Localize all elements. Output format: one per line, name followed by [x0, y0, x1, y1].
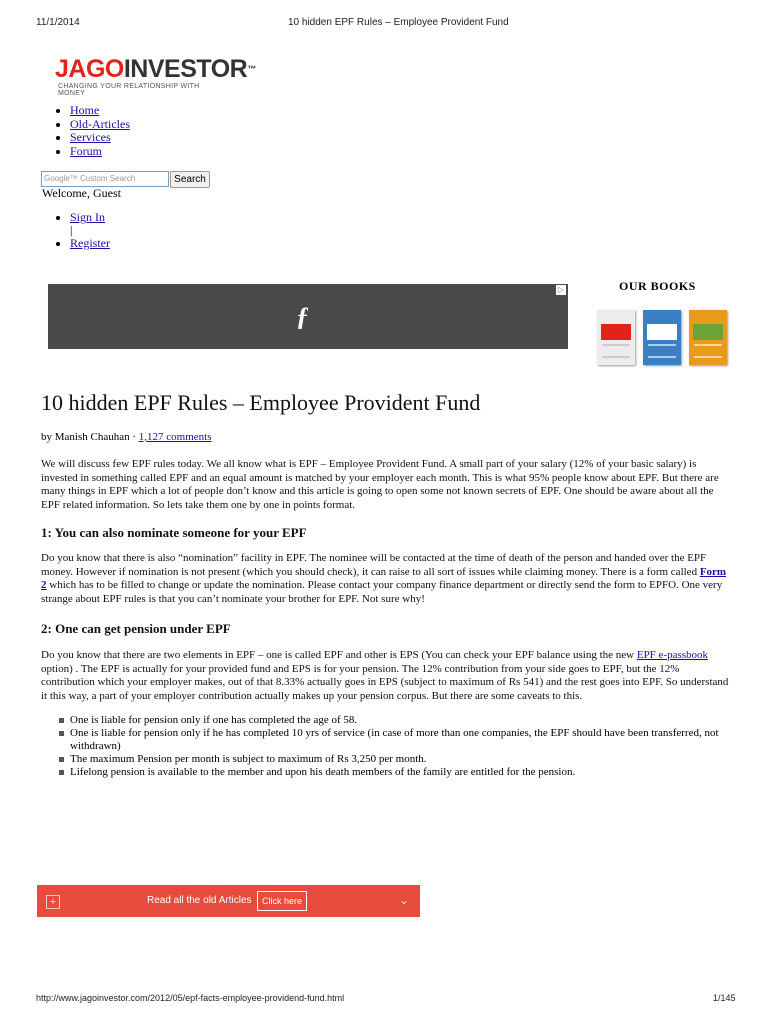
- pension-rules-list: [41, 714, 731, 779]
- adchoices-icon[interactable]: ▷: [557, 285, 565, 294]
- p1-text-after: which has to be filled to change or update the nomination. Please contact your company finance department or directly send the form to EPFO. One very strange about EPF rules is that you can’t nominate your brother for EPF. Not sure why!: [41, 579, 723, 605]
- search-button[interactable]: Search: [170, 171, 210, 188]
- intro-paragraph: We will discuss few EPF rules today. We all know what is EPF – Employee Provident Fund. A small part of your salary (12% of your basic salary) is invested in something called EPF and an equal amount is matched by your employer each month. This is what 95% people know about EPF. But there are many things in EPF which a lot of people don’t know and this article is going to open some not known secrets of EPF. One should be aware about all the EPF related information. So lets take them one by one in points format.: [41, 458, 719, 511]
- register-link[interactable]: Register: [70, 236, 110, 250]
- user-item-sign-in: [70, 211, 110, 224]
- search-input[interactable]: Google™ Custom Search: [41, 171, 169, 187]
- site-logo[interactable]: [55, 55, 256, 97]
- books-heading: OUR BOOKS: [619, 279, 696, 293]
- nav-item-home: [70, 104, 130, 118]
- nav-link-services[interactable]: Services: [70, 130, 111, 144]
- byline: [41, 431, 211, 443]
- list-item: One is liable for pension only if he has completed 10 yrs of service (in case of more than one companies, the EPF should have been transferred, not withdrawn): [41, 727, 731, 753]
- print-page-title: 10 hidden EPF Rules – Employee Provident Fund: [288, 17, 509, 28]
- main-nav: [52, 104, 130, 158]
- p2-text-before: Do you know that there are two elements in EPF – one is called EPF and other is EPS (You can check your EPF balance using the new: [41, 649, 637, 661]
- nav-item-forum: [70, 145, 130, 159]
- section-paragraph-2: [41, 649, 731, 703]
- epf-passbook-link[interactable]: EPF e-passbook: [636, 649, 709, 661]
- plus-icon[interactable]: +: [46, 895, 60, 909]
- book-cover-3[interactable]: [689, 310, 727, 365]
- logo-dark-text: INVESTOR: [123, 55, 248, 83]
- book-cover-1[interactable]: [597, 310, 635, 365]
- nav-item-old-articles: [70, 118, 130, 132]
- byline-author: by Manish Chauhan ·: [41, 431, 139, 443]
- flash-ad[interactable]: [48, 284, 568, 349]
- old-articles-banner: [37, 885, 420, 917]
- nav-item-services: [70, 131, 130, 145]
- logo-red-text: JAGO: [55, 55, 124, 83]
- comments-link[interactable]: 1,127 comments: [138, 431, 212, 443]
- nav-link-forum[interactable]: Forum: [70, 143, 103, 158]
- logo-tagline: CHANGING YOUR RELATIONSHIP WITH MONEY: [58, 83, 200, 97]
- banner-text: Read all the old Articles: [147, 895, 252, 906]
- list-item: One is liable for pension only if one has completed the age of 58.: [41, 714, 731, 727]
- sign-in-link[interactable]: Sign In: [70, 210, 106, 224]
- list-item: Lifelong pension is available to the member and upon his death members of the family are entitled for the pension.: [41, 766, 731, 779]
- welcome-text: Welcome, Guest: [42, 186, 122, 200]
- article-title: 10 hidden EPF Rules – Employee Provident Fund: [41, 390, 481, 415]
- chevron-down-icon[interactable]: ⌄: [399, 893, 410, 907]
- book-cover-2[interactable]: [643, 310, 681, 365]
- form-2-link[interactable]: Form 2: [41, 565, 727, 591]
- list-item: The maximum Pension per month is subject to maximum of Rs 3,250 per month.: [41, 753, 731, 766]
- section-paragraph-1: [41, 552, 731, 606]
- user-item-register: [70, 237, 110, 250]
- nav-link-old-articles[interactable]: Old-Articles: [70, 116, 130, 131]
- p2-text-after: option) . The EPF is actually for your provided fund and EPS is for your pension. The 12% contribution from your side goes to EPF, but the 12% contribution which your employer makes, out of that 8.33% actually goes in EPS (subject to maximum of Rs 541) and the rest goes into EPF. So understand it this way, a part of your employer contribution actually makes up your pension corpus. But there are some caveats to this.: [41, 662, 729, 702]
- print-url: http://www.jagoinvestor.com/2012/05/epf-facts-employee-providend-fund.html: [36, 993, 345, 1003]
- p1-text-before: Do you know that there is also “nomination” facility in EPF. The nominee will be contacted at the time of death of the person and handed over the EPF money. However if nomination is not present (which you should check), it can raise to all sort of issues while claiming money. There is a form called: [41, 552, 707, 578]
- click-here-button[interactable]: Click here: [257, 891, 307, 911]
- flash-icon: ƒ: [296, 302, 309, 331]
- section-heading-2: 2: One can get pension under EPF: [41, 621, 231, 636]
- logo-tm: ™: [247, 64, 256, 74]
- print-date: 11/1/2014: [36, 17, 80, 28]
- user-links: [52, 211, 110, 250]
- section-heading-1: 1: You can also nominate someone for your EPF: [41, 525, 307, 540]
- print-page-number: 1/145: [713, 993, 736, 1003]
- user-links-separator: |: [70, 223, 73, 237]
- nav-link-home[interactable]: Home: [70, 103, 100, 117]
